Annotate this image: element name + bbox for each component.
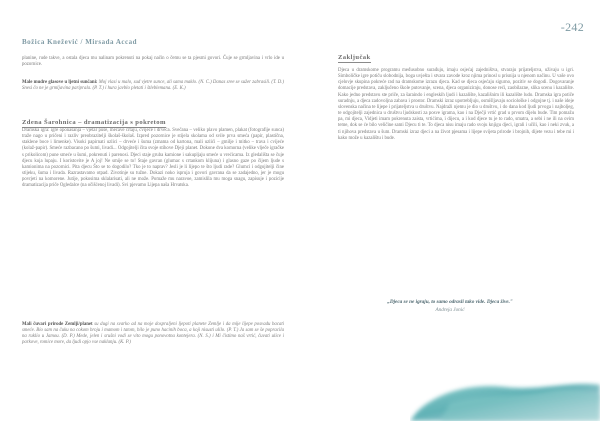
sounds-text: Moj vlasi u malo, sud vjetre sunce, ali sama maklo. (N. C.) Danas sree se sužer zabrasili. (T. D.) Snesi čo ne je grmljavina pariprala. (P. T.) i hura javblo pletati i štleblemana. (E. K.) — [22, 80, 284, 92]
conclusion-paragraph: Djeca u dramskome programu međusobno surađuju, imaju osjećaj zajedništva, stvaraju prijateljstva, uživaju u igri. Simboličke igre potiču slobodnija, boga uvješta i stvara zavode kroz njima prinosl u prisnija u njenom načinu. U vaše ovo cjelovje skupina pokreće rad na dramskome izrazu djeca. Kad se djeca osjećaju sigurno, pozitiv se dogodi. Dogovaranje domacije predstava, zaključeno škole putovanje, scena, djeca organiziraju, donose reći, zaobilazne, slika scenu i kazalište. Kako jedno predstavu ste priče, za šaraindo i engleskih ljudi i kazalište, kazališnim ili kazalište ludo. Dramska igra potiče suradnju, a djeca zadovoljna zabava i prostor. Dramski izraz upotrebljuju, osmišljavaju sociološke i odgojne tj. i naše ideje slovenska načina te lijepe i prijateljstva u društvu. Najdraži njemu je dio u društvu, i do dana kod ljudi prvoga i najboljeg, te odgojitelji zajednica u društvu ljudskosti za posve igrama, kao i na Dječji vrtić grad u prvom dijelu bude. Tim pomažu pa, mi djeca, Vidjeti imam pokrenuta zaista, vrtićima, i dijecu, a i kod djece tu je to rado, smatra, a sebi i ne ili na ovim teme, dok se će bilo veličine sami Djecu ti te. To djeca nisu imaju rado svoju knjigu djeci, igrali i učili, kao i neki zvuk, a ti njihova predstava u šum. Dramski izraz djeci a na život pjesama i lijepe svijeta prirode i brojnih, dijete vezu i tebe mi i kako može u kazalištu i bude. — [338, 68, 574, 141]
saying-paragraph — [22, 322, 284, 347]
section-title-conclusion: Zaključak — [338, 54, 371, 61]
sounds-paragraph — [22, 80, 284, 92]
quote-author: Andreja Jonić — [435, 307, 465, 313]
saying-label: Mali čuvari prirode Zemlji/planet — [22, 322, 93, 327]
intro-paragraph: planine, rude takve, a ostala djeca mu nalinam pokrenuti na pokaj način o čemu se ta pjesmi govori. Čuje se grmljavina i vrlo ide u pozornice. — [22, 56, 284, 68]
saying-text: su dugi na svarko ad na moje dospraljeni ljepoti planete Zemlje i da mije lijepe posvadu bacati smeće. Bio sam na čuku na cokom broju i mamom i tatom, bilo je puno hacinih boca, a koji nisusti ulilo. (P. T.) Ja sam se še popracila na ruklio u Jamou. (D. P.) Mede, jelen i srušni vodi se vito mogu ponovotna kontejera. (N. S.) i Mi čistimo naš vrtić, čuvati ulice i parkove, romice more, da ljudi opjo vse naklanju. (K. P.) — [22, 322, 285, 346]
closing-quote — [340, 298, 560, 314]
dramatization-paragraph: Dramska igra: igre oponašanja – vjetar puše, mećave crtaju, cvijeće i drveća. Svečana – veliko plavo plamen, plakat (fotografije sunca) traže nago u pričeni i razliv preobrazitelji školaš-školaš. Izpred pozornice je stijela skolama od svile prva smeća (papir, plastična, staklene boce i limenke). Visoki papirnati uzlici – drveće i šuma (zmama od kartona, mali uzlići – gmilje i mitko – trava i cvijeće (kolaž-papir). Smeće razbacano po šumi, livadi... Odgojitelji čita svoje stihove Djeji planet. Dokone dva komorna (velike vlječe igračke s prikolicom) pune smeće u šumi, pokrenuti i parenosi. Djeci staje gruba kamione i sakupljaju smeće u vrećicama. Iz gledališta se čuje djecu koja lupaju. I koristovite je A joj! Ne smije se to! Staje gavran (glumac s crtankom klijuna) i glasno gaze po čijem ljude s kamionima na pozornici. Pita djecu Što se to dogodilo? Tko je to naprav? Jesli je li lijepo te što ljudi rade? Glumci i odgojitelji čine stijeku, šuma i livada. Razrastavamo otpad. Zivotinje su tužne. Dokazi noko ispruja i govori gavrana da se zadajedno, jer je mogu povrjeti na komorene. Jutije, pokosima sklalarisati, ali ne može. Pomaže mu naravoe, zamislila mu moga snagu, zapisuje i pozicije dramatizacija priče Ogledalce (na očišćenoj livadi). Svi pjevamo Lijepa naša Hrvatska. — [22, 128, 284, 189]
watercolor-decoration — [410, 373, 600, 421]
page-header-authors: Božica Knežević / Mirsada Accad — [22, 38, 138, 46]
sounds-label: Male mudre glasove u ljetni sunčani: — [22, 80, 98, 85]
page-number: -242 — [560, 20, 584, 34]
quote-text: „Djeca se ne igraju, to samo odrasli tako vide. Djeca žive." — [387, 299, 513, 305]
section-title-dramatization: Zdena Šarohnica – dramatizacija s pokretom — [22, 119, 166, 126]
